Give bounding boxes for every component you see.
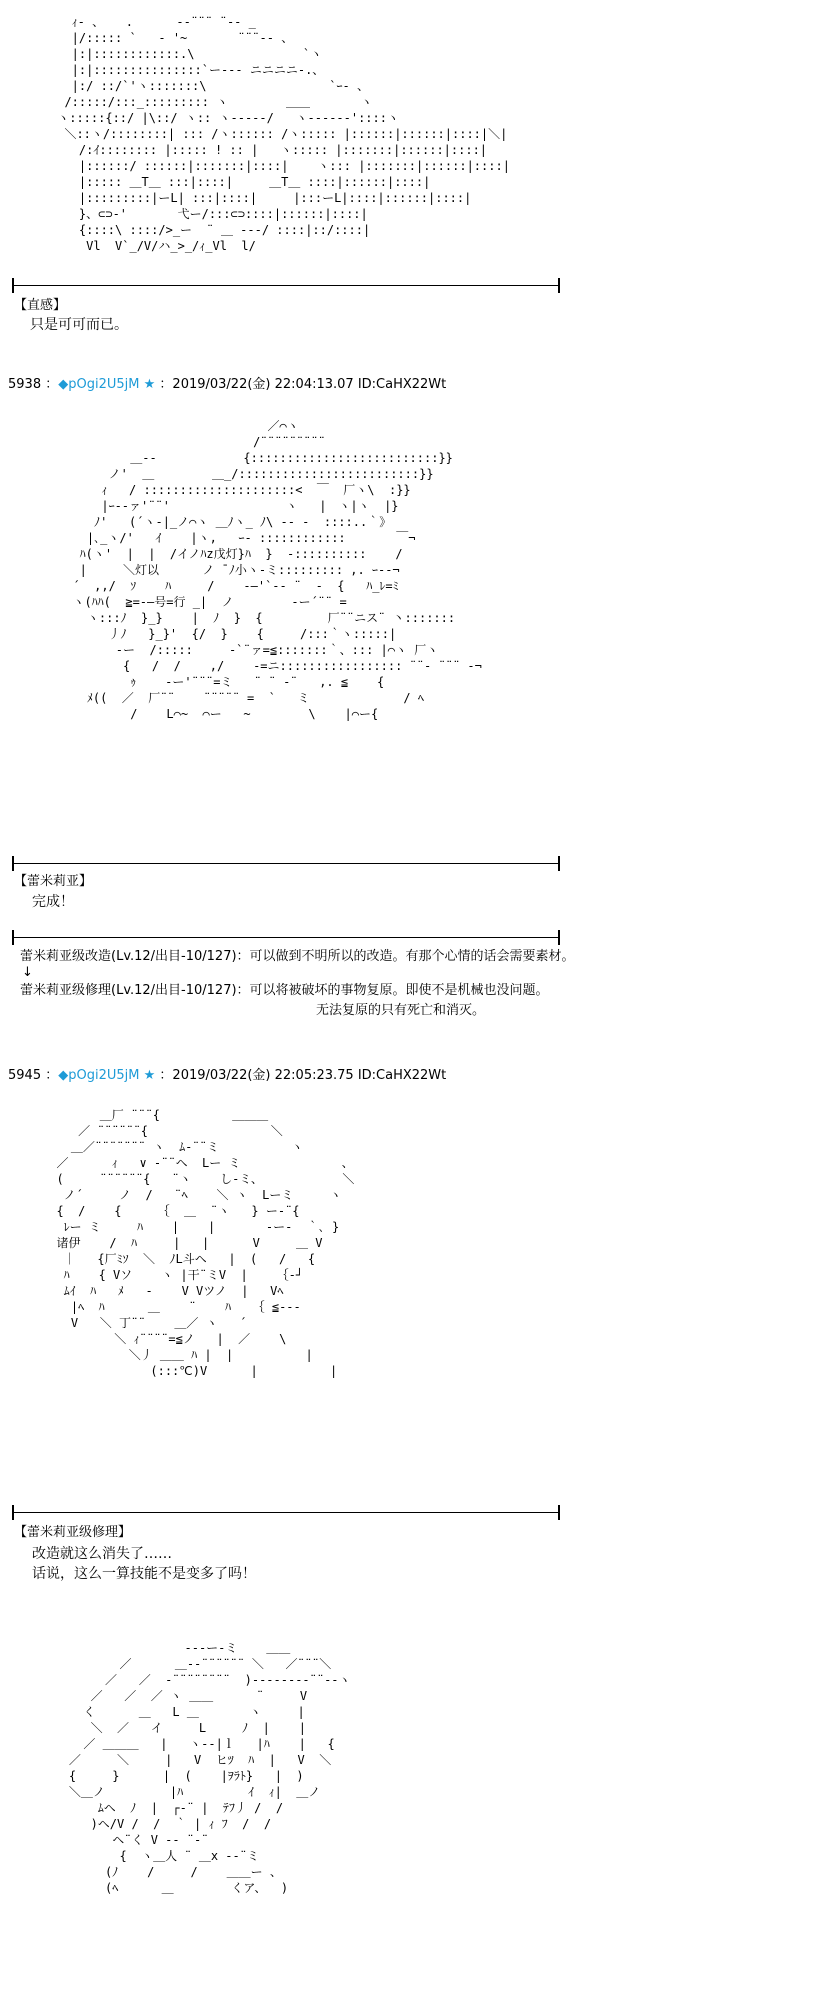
tripcode: pOgi2U5jM: [68, 377, 140, 392]
separator-line-3: [12, 937, 560, 938]
post-datetime: ：2019/03/22(金) 22:05:23.75 ID:CaHX22Wt: [159, 1068, 447, 1083]
speaker-label-3: 【蕾米莉亚级修理】: [14, 1525, 132, 1540]
post-header-5945: [8, 1064, 446, 1083]
speaker-label-1: 【直感】: [14, 298, 67, 313]
separator-line-1: [12, 285, 560, 286]
tripcode: pOgi2U5jM: [68, 1068, 140, 1083]
trip-diamond-icon: ◆: [58, 377, 69, 392]
trip-diamond-icon: ◆: [58, 1068, 69, 1083]
skill-line-2: 蕾米莉亚级修理(Lv.12/出目-10/127)：可以将被破坏的事物复原。即使不是机械也没问题。: [20, 983, 549, 998]
star-icon: ★: [143, 1068, 156, 1083]
ascii-art-3: ＿厂 ¨¨¨{ ＿＿＿ ／ ¨¨¨¨¨¨{ ＼ ＿／¨¨¨¨¨¨¨ ヽ ﾑ‐¨¨ミ ヽ ／ ｨ ∨ ‐¨¨ヘ Lー ミ 、 ( ¨¨¨¨¨¨{ ¨ヽ し‐ミ、 ＼ ノ´ ノ / ¨ﾍ ＼ ヽ Lーミ ヽ { / { ｛ ＿ ¨ヽ } ー-¨{ ﾚー ミ ﾊ | | ‐ー‐ ｀､ } 诸伊 / ﾊ | | V ＿ V ｜ {厂ﾐｿ ＼ ﾉL斗ヘ | ( / { ﾊ { Vソ ヽ |干¨ミV | ｛‐┘ ﾑｲ ﾊ ﾒ ‐ V Vツノ | Vﾍ |ﾍ ﾊ ＿ ¨ ﾊ ｛ ≦‐‐‐ V ＼ 丁¨¨ ＿／ ヽ ´ ＼ ｨ¨¨¨¨=≦ノ | ／ \ ＼丿 ＿＿ ﾊ | | | (:::℃)V | |: [56, 1108, 355, 1378]
star-icon: ★: [143, 377, 156, 392]
post-colon: ：: [45, 377, 59, 392]
dialogue-line-3b: 话说，这么一算技能不是变多了吗！: [32, 1566, 256, 1582]
dialogue-line-2: 完成！: [32, 894, 74, 910]
post-colon: ：: [45, 1068, 59, 1083]
dialogue-line-3a: 改造就这么消失了……: [32, 1546, 172, 1562]
ascii-art-4: ‐--ー‐ミ ＿＿ ／ ＿-‐¨¨¨¨¨¨ ＼ ／¨¨¨＼ ／ ／ ‐¨¨¨¨¨¨¨¨ )------‐‐¨¨‐‐ヽ ／ ／ ／ ヽ ＿＿ ¨ V く ＿ L ＿ ヽ | ＼ ／ イ L ﾉ | | ／ ＿＿＿ | ヽ-‐|ｌ |ﾊ | { ／ ＼ | V ヒﾂ ﾊ | V ＼ { } | ( |ｦﾗﾄ} | ) ＼＿ノ |ﾊ ｲ ｨ| ＿ノ ﾑヘ ﾉ | ┌‐¨ | ﾃﾌ丿 / / )ヘ/V / / ｀ | ｨ ﾌ / / ヘ¨く V ‐‐ ¨‐¨ { ヽ＿人 ¨ ＿x ‐‐¨ミ (ﾉ / / ＿＿ー 、 (ﾍ ＿ くア、 ): [68, 1641, 351, 1895]
separator-line-2: [12, 863, 560, 864]
skill-line-1: 蕾米莉亚级改造(Lv.12/出目-10/127)：可以做到不明所以的改造。有那个心情的话会需要素材。: [20, 949, 575, 964]
post-datetime: ：2019/03/22(金) 22:04:13.07 ID:CaHX22Wt: [159, 377, 447, 392]
post-number[interactable]: 5945: [8, 1068, 42, 1083]
down-arrow-icon: ↓: [22, 965, 33, 980]
post-header-5938: [8, 373, 446, 392]
dialogue-line-1: 只是可可而已。: [30, 317, 128, 333]
post-number[interactable]: 5938: [8, 377, 42, 392]
skill-extra-line: 无法复原的只有死亡和消灭。: [316, 1003, 486, 1018]
ascii-art-2: ／⌒ヽ /¨¨¨¨¨¨¨¨¨ ＿-‐ {::::::::::::::::::::::::::}} ノ' ＿ ＿_/:::::::::::::::::::::::::}} ｨ / :::::::::::::::::::::< ￣ 厂ヽ\ :}} |ｰ-‐ァ'¨¨' ヽ | ヽ|ヽ |} ﾉ' (´ヽ-|_ノ⌒ヽ ＿ﾉヽ_ ﾉ\ ‐‐ ‐ ::::..｀》 |､_ヽ/' ｲ |ヽ, ｰ- :::::::::::: ￣¬ ﾊ(ヽ' | | /イノﾊz戊灯}ﾊ } ‐:::::::::: / | ＼灯以 ノ ̄ ﾉ小ヽ‐ミ::::::::: ,. ｰ-‐¬ ´ ,,/ ｿ ﾊ / ‐―'`-‐ ¨ ‐ { ﾊ_ﾚ=ﾐ ヽ(ﾊﾊ( ≧=‐―号=行 _| ノ ‐ー´¨¨ = ヽ:::ﾉ }_} | ﾉ } { 厂¨¨ニス¨ 丶::::::: 丿ﾉ }_}' {/ } { /:::｀ヽ:::::| ‐ー /::::: ‐`¨ァ=≦:::::::｀、::: |⌒ヽ 厂ヽ { / / ,/ ‐=ニ::::::::::::::::: ¨¨‐ ¨¨¨ ‐¬ ｩ ‐ー'¨¨¨=ミ ¨ ¨ ‐¨ ,. ≦ { ﾒ(( ／ 厂¨¨ ¨¨¨¨¨ = ` ミ / ﾍ / L⌒~ ⌒ー ~ \ |⌒ー{: [72, 419, 482, 721]
ascii-art-1: ｨ- 、 . -‐¨¨¨ ¨‐- _ |/::::: ` ‐ '~ ¨¨¨‐- 、 |:|::::::::::::.\ `ヽ |:|:::::::::::::::`ー-‐- ニニニニ-.、 |:/ ::/`'ヽ:::::::\ `ｰ- 、 /:::::/:::_::::::::: ヽ ＿＿ ヽ ヽ:::::{::/ |\::/ ヽ:: ヽ-‐---/ ヽ--‐---'::::ヽ ＼::ヽ/::::::::| ::: /ヽ:::::: /ヽ::::: |::::::|::::::|::::|＼| /:ｲ:::::::: |::::: ! :: | ヽ::::: |:::::::|::::::|::::| |::::::/ ::::::|:::::::|::::| ヽ::: |:::::::|::::::|::::| |::::: ＿T＿ :::|::::| ＿T＿ ::::|::::::|::::| |:::::::::|ーL| :::|::::| |:::ーL|::::|::::::|::::| }、⊂⊃-' 弋ー/:::⊂⊃::::|::::::|::::| {::::\ ::::/>_ー ¨ ＿ ‐--/ ::::|::/::::| Vl V`_/V/ハ_>_/ｨ_Vl l/: [57, 15, 510, 253]
separator-line-4: [12, 1512, 560, 1513]
speaker-label-2: 【蕾米莉亚】: [14, 874, 93, 889]
